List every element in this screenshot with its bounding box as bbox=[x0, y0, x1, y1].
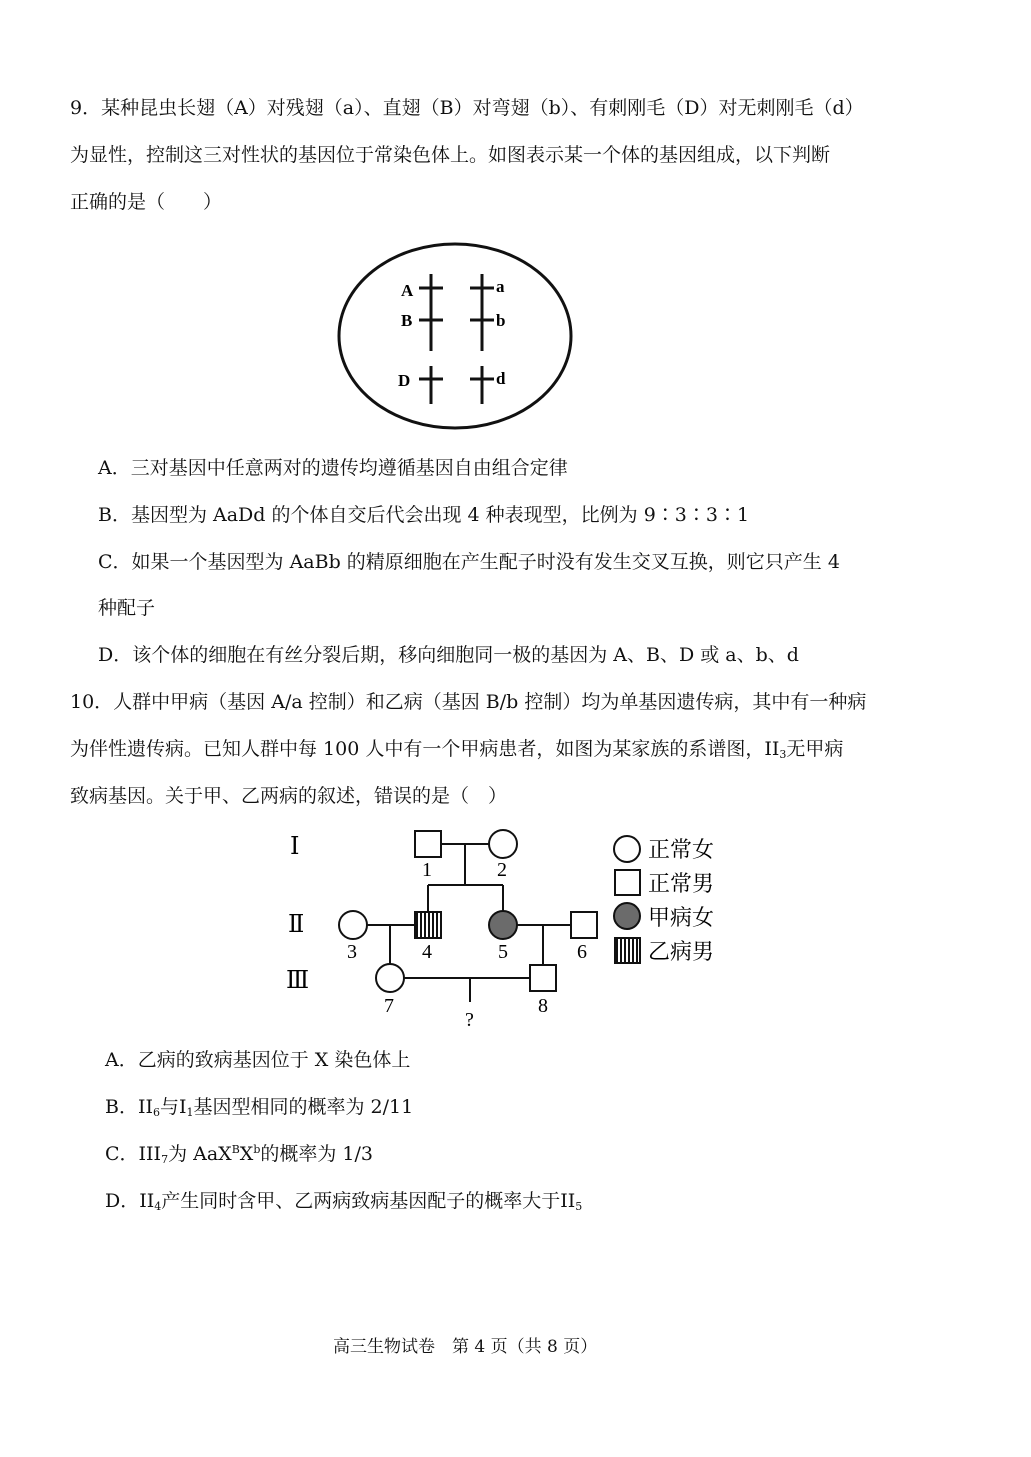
gene-label-D: D bbox=[398, 371, 411, 390]
individual-8-normal-male bbox=[530, 965, 556, 991]
q9-stem-line-3: 正确的是（ ） bbox=[70, 191, 223, 213]
legend-disease-b-male-label: 乙病男 bbox=[648, 939, 715, 964]
q10-option-b: B．$II_6$与$I_1$基因型相同的概率为 2/11 bbox=[105, 1096, 414, 1119]
q10-option-a: A．乙病的致病基因位于 X 染色体上 bbox=[105, 1049, 411, 1071]
individual-7-normal-female bbox=[376, 964, 404, 992]
legend-disease-a-female-icon bbox=[614, 903, 640, 929]
pedigree-chart bbox=[280, 822, 740, 1034]
q9-option-c-line-2: 种配子 bbox=[98, 597, 156, 619]
q9-stem-line-2: 为显性，控制这三对性状的基因位于常染色体上。如图表示某一个体的基因组成，以下判断 bbox=[70, 144, 831, 166]
q9-option-a: A．三对基因中任意两对的遗传均遵循基因自由组合定律 bbox=[98, 457, 568, 479]
individual-4-disease-b-male bbox=[415, 912, 441, 938]
q9-stem-line-1: 9．某种昆虫长翅（A）对残翅（a）、直翅（B）对弯翅（b）、有刺刚毛（D）对无刺刚毛（d） bbox=[70, 97, 864, 119]
gene-label-A: A bbox=[401, 281, 414, 300]
legend-normal-female-icon bbox=[614, 836, 640, 862]
legend-normal-female-label: 正常女 bbox=[648, 837, 715, 862]
q9-option-d: D．该个体的细胞在有丝分裂后期，移向细胞同一极的基因为 A、B、D 或 a、b、d bbox=[98, 644, 799, 666]
individual-3-normal-female bbox=[339, 911, 367, 939]
individual-8-label: 8 bbox=[538, 995, 548, 1017]
gene-label-a: a bbox=[496, 277, 505, 296]
individual-6-label: 6 bbox=[577, 941, 587, 963]
legend-normal-male-label: 正常男 bbox=[648, 871, 715, 896]
q9-option-b: B．基因型为 AaDd 的个体自交后代会出现 4 种表现型，比例为 9∶3∶3∶1 bbox=[98, 504, 750, 526]
q10-option-d: D．$II_4$产生同时含甲、乙两病致病基因配子的概率大于$II_5$ bbox=[105, 1190, 583, 1213]
generation-label-I: Ⅰ bbox=[290, 834, 300, 860]
q10-option-c: C．$III_7$为 $AaX^BX^b$的概率为 1/3 bbox=[105, 1143, 373, 1166]
q10-stem-line-3: 致病基因。关于甲、乙两病的叙述，错误的是（ ） bbox=[70, 785, 508, 807]
q10-stem-line-1: 10．人群中甲病（基因 A/a 控制）和乙病（基因 B/b 控制）均为单基因遗传病，其中有一种病 bbox=[70, 691, 867, 713]
individual-2-normal-female bbox=[489, 830, 517, 858]
chromosome-cell-figure bbox=[330, 236, 580, 436]
individual-5-disease-a-female bbox=[489, 911, 517, 939]
generation-label-II: Ⅱ bbox=[288, 912, 305, 938]
generation-label-III: Ⅲ bbox=[286, 968, 310, 994]
q9-option-c-line-1: C．如果一个基因型为 AaBb 的精原细胞在产生配子时没有发生交叉互换，则它只产生 4 bbox=[98, 551, 840, 573]
gene-label-B: B bbox=[401, 311, 413, 330]
legend-disease-a-female-label: 甲病女 bbox=[648, 905, 715, 930]
individual-7-label: 7 bbox=[384, 995, 394, 1017]
individual-2-label: 2 bbox=[497, 859, 507, 881]
q10-stem-line-2: 为伴性遗传病。已知人群中每 100 人中有一个甲病患者，如图为某家族的系谱图，$II_3$无甲病 bbox=[70, 738, 844, 761]
gene-label-b: b bbox=[496, 311, 506, 330]
gene-label-d: d bbox=[496, 369, 506, 388]
individual-1-normal-male bbox=[415, 831, 441, 857]
individual-3-label: 3 bbox=[347, 941, 357, 963]
legend-normal-male-icon bbox=[615, 870, 640, 895]
individual-6-normal-male bbox=[571, 912, 597, 938]
unknown-offspring-label: ? bbox=[465, 1009, 474, 1031]
individual-4-label: 4 bbox=[422, 941, 432, 963]
individual-1-label: 1 bbox=[422, 859, 432, 881]
individual-5-label: 5 bbox=[498, 941, 508, 963]
legend-disease-b-male-icon bbox=[615, 938, 640, 963]
page-footer: 高三生物试卷 第 4 页（共 8 页） bbox=[333, 1337, 598, 1357]
